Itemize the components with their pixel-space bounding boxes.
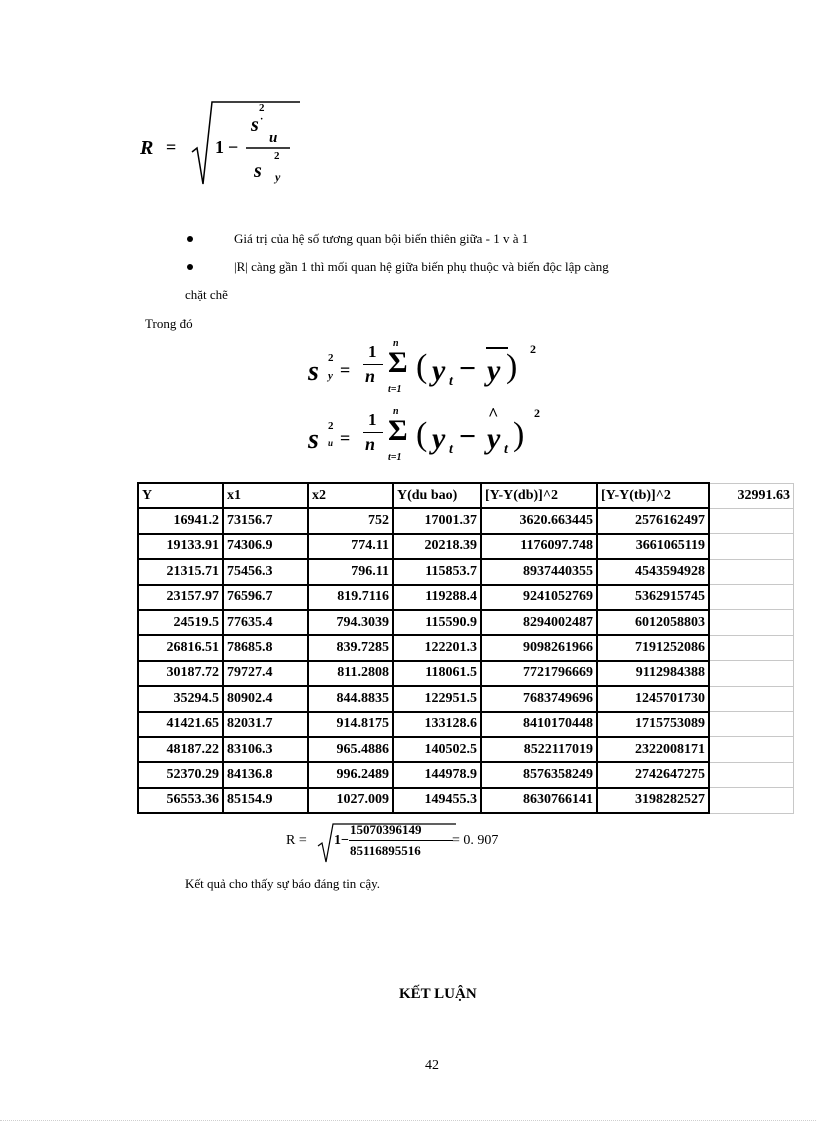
su-y: y — [432, 422, 446, 455]
cell: 9098261966 — [481, 635, 597, 660]
page-number: 42 — [425, 1058, 439, 1073]
cell: 122201.3 — [393, 635, 481, 660]
table-header-row — [138, 483, 794, 508]
cell: 19133.91 — [138, 534, 223, 559]
r-symbol: R — [140, 137, 154, 159]
s-denominator: s — [254, 160, 262, 182]
cell: 839.7285 — [308, 635, 393, 660]
sy-equals: = — [340, 360, 351, 380]
page-bottom-divider — [0, 1120, 816, 1121]
cell: 17001.37 — [393, 508, 481, 533]
cell: 1176097.748 — [481, 534, 597, 559]
trong-do-label: Trong đó — [145, 316, 193, 331]
table-row — [138, 762, 794, 787]
cell: 752 — [308, 508, 393, 533]
r-result-numerator: 15070396149 — [350, 822, 422, 837]
cell: 149455.3 — [393, 788, 481, 813]
cell: 74306.9 — [223, 534, 308, 559]
su-sub-t: t — [449, 442, 453, 457]
cell: 48187.22 — [138, 737, 223, 762]
regression-data-table — [137, 482, 794, 814]
su-outer-sup2: 2 — [534, 406, 540, 420]
cell: 914.8175 — [308, 712, 393, 737]
su-minus: − — [459, 420, 477, 453]
cell: 84136.8 — [223, 762, 308, 787]
cell: 73156.7 — [223, 508, 308, 533]
sy-sum: Σ — [388, 346, 408, 379]
table-row — [138, 686, 794, 711]
cell: 9241052769 — [481, 585, 597, 610]
cell: 77635.4 — [223, 610, 308, 635]
sy-ybar: y — [487, 354, 501, 387]
cell: 4543594928 — [597, 559, 709, 584]
cell: 3620.663445 — [481, 508, 597, 533]
empty-cell — [709, 661, 794, 686]
cell: 819.7116 — [308, 585, 393, 610]
cell: 844.8835 — [308, 686, 393, 711]
header-cell: Y(du bao) — [393, 483, 481, 508]
cell: 2322008171 — [597, 737, 709, 762]
cell: 8937440355 — [481, 559, 597, 584]
cell: 774.11 — [308, 534, 393, 559]
cell: 119288.4 — [393, 585, 481, 610]
sy-outer-sup2: 2 — [530, 342, 536, 356]
r-result-one-minus: 1− — [334, 833, 349, 848]
su2-formula — [308, 406, 548, 470]
bullet-text-2: |R| càng gần 1 thì mối quan hệ giữa biến phụ thuộc và biến độc lập càng — [234, 259, 609, 274]
su-frac-bar — [363, 432, 383, 433]
bullet-continuation: chặt chẽ — [185, 287, 228, 302]
header-cell: [Y-Y(db)]^2 — [481, 483, 597, 508]
cell: 811.2808 — [308, 661, 393, 686]
su-n: n — [365, 434, 376, 454]
table-row — [138, 585, 794, 610]
empty-cell — [709, 585, 794, 610]
sy-sub-t: t — [449, 374, 453, 389]
table-row — [138, 712, 794, 737]
su-yhat-sub-t: t — [504, 442, 508, 457]
sy-sum-top-n: n — [393, 338, 399, 349]
bullet-dot-2 — [187, 264, 193, 270]
su-sup2: 2 — [328, 420, 334, 432]
cell: 3198282527 — [597, 788, 709, 813]
sup-2-denominator: 2 — [274, 150, 280, 162]
cell: 8294002487 — [481, 610, 597, 635]
table-row — [138, 788, 794, 813]
empty-cell — [709, 788, 794, 813]
empty-cell — [709, 534, 794, 559]
su-s: s — [308, 424, 319, 455]
table-row — [138, 737, 794, 762]
cell: 23157.97 — [138, 585, 223, 610]
cell: 1245701730 — [597, 686, 709, 711]
sy2-formula — [308, 340, 548, 402]
cell: 82031.7 — [223, 712, 308, 737]
table-row — [138, 661, 794, 686]
empty-cell — [709, 635, 794, 660]
section-title: KẾT LUẬN — [399, 986, 477, 1002]
sy-close-paren: ) — [506, 348, 518, 385]
header-cell: [Y-Y(tb)]^2 — [597, 483, 709, 508]
cell: 75456.3 — [223, 559, 308, 584]
sy-open-paren: ( — [416, 348, 428, 385]
sy-frac-bar — [363, 364, 383, 365]
hat-mark: · — [260, 114, 264, 125]
equals-sign: = — [166, 137, 177, 157]
one: 1 — [215, 137, 224, 157]
cell: 115853.7 — [393, 559, 481, 584]
table-row — [138, 610, 794, 635]
su-frac-one: 1 — [368, 410, 377, 429]
cell: 7683749696 — [481, 686, 597, 711]
cell: 140502.5 — [393, 737, 481, 762]
header-cell: Y — [138, 483, 223, 508]
cell: 52370.29 — [138, 762, 223, 787]
cell: 20218.39 — [393, 534, 481, 559]
cell: 76596.7 — [223, 585, 308, 610]
table-row — [138, 534, 794, 559]
cell: 2742647275 — [597, 762, 709, 787]
cell: 78685.8 — [223, 635, 308, 660]
sub-y: y — [275, 170, 281, 184]
cell: 796.11 — [308, 559, 393, 584]
su-hat: ^ — [488, 404, 499, 424]
r-result-frac-bar — [349, 840, 453, 841]
cell: 83106.3 — [223, 737, 308, 762]
table-row — [138, 508, 794, 533]
minus-sign: − — [228, 137, 239, 157]
bullet-dot-1 — [187, 236, 193, 242]
cell: 30187.72 — [138, 661, 223, 686]
sy-sub-y: y — [328, 370, 333, 382]
sup-2-numerator: 2 — [259, 102, 265, 114]
cell: 8522117019 — [481, 737, 597, 762]
s-numerator: s — [251, 114, 259, 136]
su-sub-u: u — [328, 438, 334, 448]
cell: 1715753089 — [597, 712, 709, 737]
sy-n: n — [365, 366, 376, 386]
su-yhat: y — [487, 422, 501, 455]
cell: 80902.4 — [223, 686, 308, 711]
sy-minus: − — [459, 352, 477, 385]
cell: 115590.9 — [393, 610, 481, 635]
su-sum-top-n: n — [393, 406, 399, 417]
empty-cell — [709, 610, 794, 635]
cell: 996.2489 — [308, 762, 393, 787]
cell: 118061.5 — [393, 661, 481, 686]
cell: 6012058803 — [597, 610, 709, 635]
cell: 8410170448 — [481, 712, 597, 737]
cell: 7721796669 — [481, 661, 597, 686]
sub-u: u — [269, 130, 278, 146]
sy-frac-one: 1 — [368, 342, 377, 361]
r-result-rhs: = 0. 907 — [452, 833, 499, 848]
cell: 41421.65 — [138, 712, 223, 737]
cell: 26816.51 — [138, 635, 223, 660]
cell: 965.4886 — [308, 737, 393, 762]
sy-s: s — [308, 356, 319, 387]
cell: 56553.36 — [138, 788, 223, 813]
r-result-denominator: 85116895516 — [350, 843, 421, 858]
header-extra-cell: 32991.63 — [709, 483, 794, 508]
cell: 21315.71 — [138, 559, 223, 584]
sy-sup2: 2 — [328, 352, 334, 364]
conclusion-text: Kết quả cho thấy sự báo đáng tin cậy. — [185, 876, 381, 891]
cell: 133128.6 — [393, 712, 481, 737]
cell: 16941.2 — [138, 508, 223, 533]
cell: 9112984388 — [597, 661, 709, 686]
table-row — [138, 559, 794, 584]
sy-y: y — [432, 354, 446, 387]
cell: 2576162497 — [597, 508, 709, 533]
cell: 144978.9 — [393, 762, 481, 787]
cell: 5362915745 — [597, 585, 709, 610]
cell: 85154.9 — [223, 788, 308, 813]
cell: 8630766141 — [481, 788, 597, 813]
radical-sign — [190, 100, 300, 190]
empty-cell — [709, 737, 794, 762]
empty-cell — [709, 559, 794, 584]
su-sum: Σ — [388, 414, 408, 447]
sy-sum-bottom: t=1 — [388, 384, 402, 395]
su-equals: = — [340, 428, 351, 448]
empty-cell — [709, 508, 794, 533]
r-result-lhs: R = — [286, 833, 307, 848]
cell: 79727.4 — [223, 661, 308, 686]
header-cell: x2 — [308, 483, 393, 508]
sy-bar — [486, 347, 508, 349]
header-cell: x1 — [223, 483, 308, 508]
su-close-paren: ) — [513, 416, 525, 453]
r-result-formula — [286, 822, 526, 864]
su-sum-bottom: t=1 — [388, 452, 402, 463]
su-open-paren: ( — [416, 416, 428, 453]
cell: 35294.5 — [138, 686, 223, 711]
cell: 794.3039 — [308, 610, 393, 635]
cell: 7191252086 — [597, 635, 709, 660]
cell: 122951.5 — [393, 686, 481, 711]
empty-cell — [709, 762, 794, 787]
empty-cell — [709, 686, 794, 711]
cell: 24519.5 — [138, 610, 223, 635]
bullet-text-1: Giá trị của hệ số tương quan bội biến thiên giữa - 1 v à 1 — [234, 231, 529, 246]
cell: 1027.009 — [308, 788, 393, 813]
empty-cell — [709, 712, 794, 737]
cell: 3661065119 — [597, 534, 709, 559]
cell: 8576358249 — [481, 762, 597, 787]
table-row — [138, 635, 794, 660]
r-formula — [140, 100, 300, 190]
